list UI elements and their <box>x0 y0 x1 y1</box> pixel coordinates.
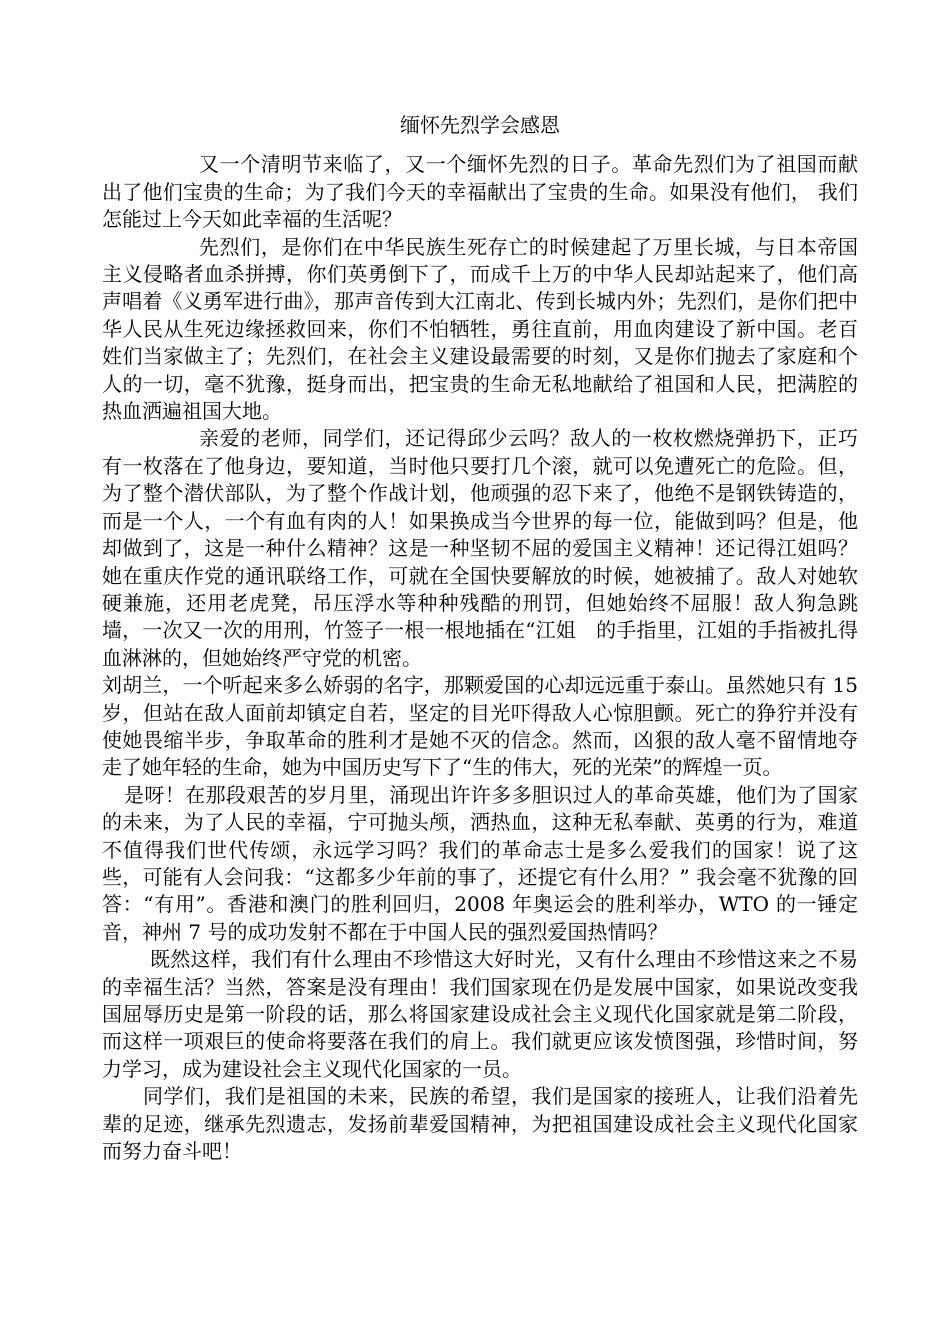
paragraph-4: 刘胡兰，一个听起来多么娇弱的名字，那颗爱国的心却远远重于泰山。虽然她只有 15 岁，但站在敌人面前却镇定自若，坚定的目光吓得敌人心惊胆颤。死亡的狰狞并没有使她畏缩半步，争取革命的胜利才是她不灭的信念。然而，凶狠的敌人毫不留情地夺走了她年轻的生命，她为中国历史写下了“生的伟大，死的光荣”的辉煌一页。 <box>102 673 858 780</box>
document-title: 缅怀先烈学会感恩 <box>400 113 560 137</box>
paragraph-6: 既然这样，我们有什么理由不珍惜这大好时光，又有什么理由不珍惜这来之不易的幸福生活？当然，答案是没有理由！我们国家现在仍是发展中国家，如果说改变我国屈辱历史是第一阶段的话，那么将国家建设成社会主义现代化国家就是第二阶段，而这样一项艰巨的使命将要落在我们的肩上。我们就更应该发愤图强，珍惜时间，努力学习，成为建设社会主义现代化国家的一员。 <box>102 947 858 1081</box>
paragraph-2: 先烈们，是你们在中华民族生死存亡的时候建起了万里长城，与日本帝国主义侵略者血杀拼搏，你们英勇倒下了，而成千上万的中华人民却站起来了，他们高声唱着《义勇军进行曲》，那声音传到大江南北、传到长城内外；先烈们，是你们把中华人民从生死边缘拯救回来，你们不怕牺牲，勇往直前，用血肉建设了新中国。老百姓们当家做主了；先烈们，在社会主义建设最需要的时刻，又是你们抛去了家庭和个人的一切，毫不犹豫，挺身而出，把宝贵的生命无私地献给了祖国和人民，把满腔的热血洒遍祖国大地。 <box>102 234 858 424</box>
document-page <box>102 112 858 1165</box>
paragraph-3: 亲爱的老师，同学们，还记得邱少云吗？敌人的一枚枚燃烧弹扔下，正巧有一枚落在了他身边，要知道，当时他只要打几个滚，就可以免遭死亡的危险。但，为了整个潜伏部队，为了整个作战计划，他顽强的忍下来了，他绝不是钢铁铸造的，而是一个人，一个有血有肉的人！如果换成当今世界的每一位，能做到吗？但是，他却做到了，这是一种什么精神？这是一种坚韧不屈的爱国主义精神！还记得江姐吗？她在重庆作党的通讯联络工作，可就在全国快要解放的时候，她被捕了。敌人对她软硬兼施，还用老虎凳，吊压浮水等种种残酷的刑罚，但她始终不屈服！敌人狗急跳墙，一次又一次的用刑，竹签子一根一根地插在“江姐 的手指里，江姐的手指被扎得血淋淋的，但她始终严守党的机密。 <box>102 426 858 670</box>
paragraph-7: 同学们，我们是祖国的未来，民族的希望，我们是国家的接班人，让我们沿着先辈的足迹，继承先烈遗志，发扬前辈爱国精神，为把祖国建设成社会主义现代化国家而努力奋斗吧！ <box>102 1084 858 1164</box>
paragraph-5: 是呀！在那段艰苦的岁月里，涌现出许许多多胆识过人的革命英雄，他们为了国家的未来，为了人民的幸福，宁可抛头颅，洒热血，这种无私奉献、英勇的行为，难道不值得我们世代传颂，永远学习吗？我们的革命志士是多么爱我们的国家！说了这些，可能有人会问我：“这都多少年前的事了，还提它有什么用？” 我会毫不犹豫的回答：“有用”。香港和澳门的胜利回归，2008 年奥运会的胜利举办，WTO 的一锤定音，神州 7 号的成功发射不都在于中国人民的强烈爱国热情吗？ <box>102 782 858 944</box>
paragraph-1: 又一个清明节来临了，又一个缅怀先烈的日子。革命先烈们为了祖国而献出了他们宝贵的生命；为了我们今天的幸福献出了宝贵的生命。如果没有他们， 我们怎能过上今天如此幸福的生活呢？ <box>102 152 858 232</box>
